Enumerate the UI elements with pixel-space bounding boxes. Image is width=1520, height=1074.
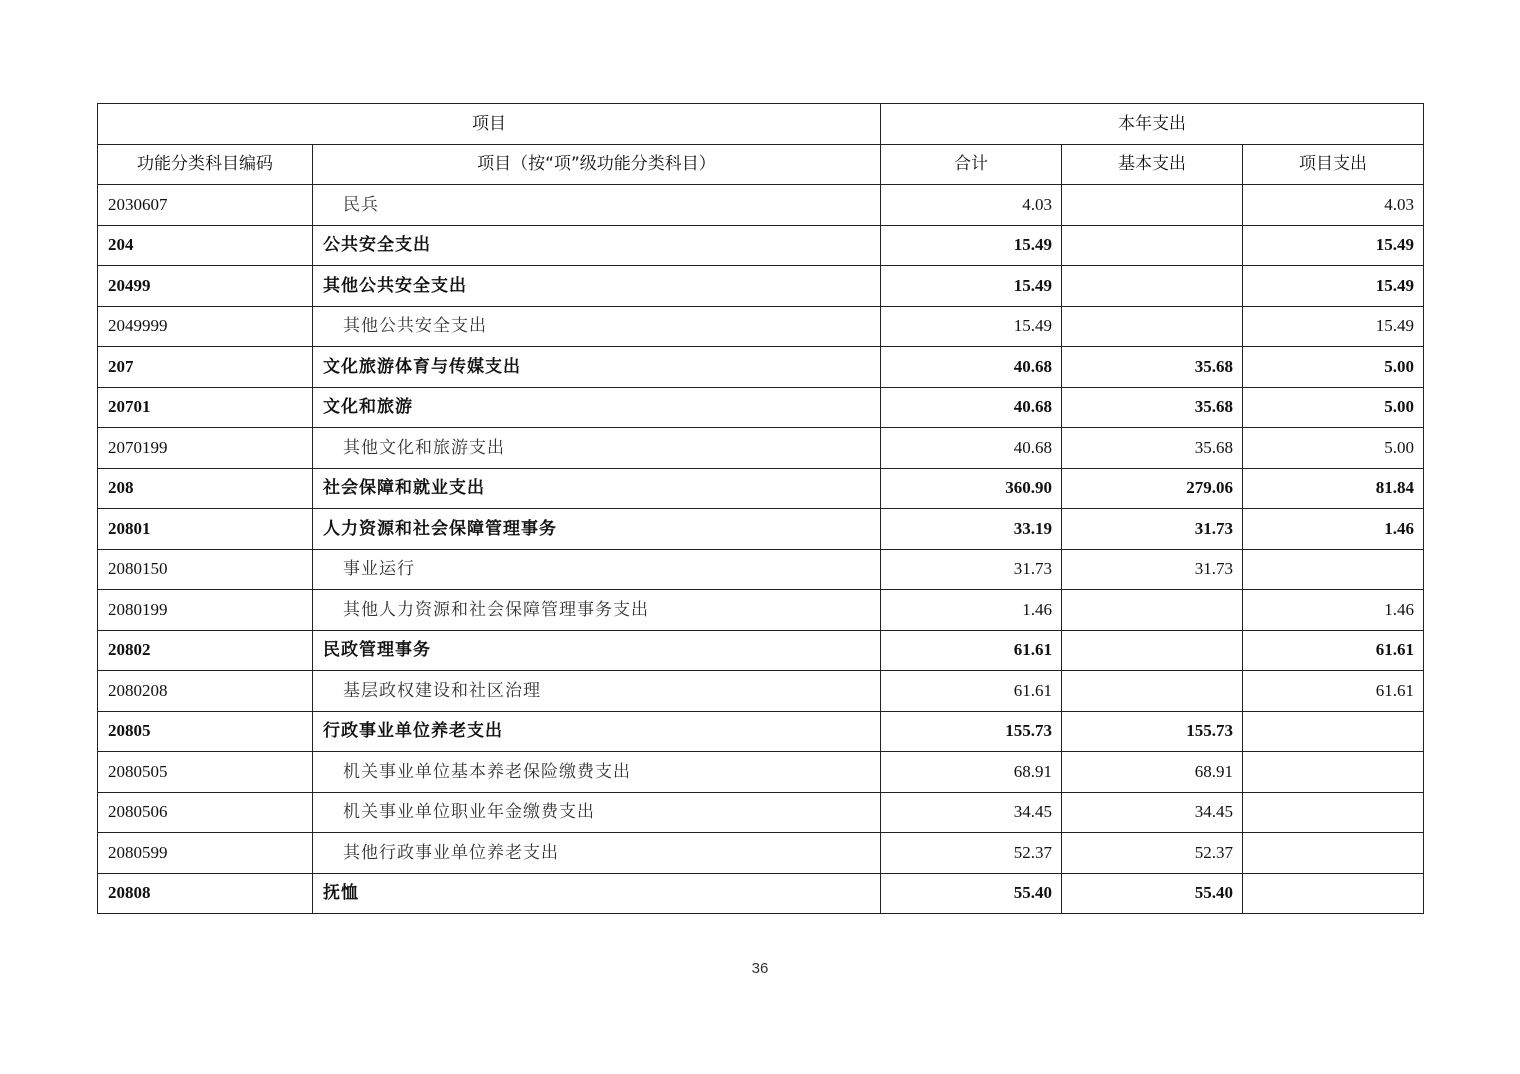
row-total: 40.68 xyxy=(881,347,1062,388)
header-item-group: 项目 xyxy=(98,104,881,145)
row-name: 其他公共安全支出 xyxy=(313,266,881,307)
table-row xyxy=(98,752,1424,793)
row-project: 15.49 xyxy=(1243,266,1424,307)
table-row xyxy=(98,590,1424,631)
row-code: 2080599 xyxy=(98,833,313,874)
row-project: 4.03 xyxy=(1243,185,1424,226)
row-project: 61.61 xyxy=(1243,671,1424,712)
row-code: 2080150 xyxy=(98,549,313,590)
page-number: 36 xyxy=(751,960,769,977)
row-basic: 155.73 xyxy=(1062,711,1243,752)
row-name: 事业运行 xyxy=(313,549,881,590)
row-code: 2080506 xyxy=(98,792,313,833)
row-basic: 34.45 xyxy=(1062,792,1243,833)
row-basic: 35.68 xyxy=(1062,428,1243,469)
row-project xyxy=(1243,873,1424,914)
row-name: 人力资源和社会保障管理事务 xyxy=(313,509,881,550)
row-code: 20808 xyxy=(98,873,313,914)
row-basic: 55.40 xyxy=(1062,873,1243,914)
row-project: 81.84 xyxy=(1243,468,1424,509)
row-total: 15.49 xyxy=(881,306,1062,347)
row-basic: 35.68 xyxy=(1062,387,1243,428)
row-total: 33.19 xyxy=(881,509,1062,550)
header-basic-col: 基本支出 xyxy=(1062,144,1243,185)
row-project: 5.00 xyxy=(1243,428,1424,469)
row-name: 机关事业单位职业年金缴费支出 xyxy=(313,792,881,833)
header-name-col: 项目（按“项”级功能分类科目） xyxy=(313,144,881,185)
row-code: 208 xyxy=(98,468,313,509)
row-code: 2049999 xyxy=(98,306,313,347)
row-basic: 31.73 xyxy=(1062,509,1243,550)
row-project: 61.61 xyxy=(1243,630,1424,671)
row-total: 68.91 xyxy=(881,752,1062,793)
row-name: 抚恤 xyxy=(313,873,881,914)
row-name: 基层政权建设和社区治理 xyxy=(313,671,881,712)
row-total: 31.73 xyxy=(881,549,1062,590)
table-row xyxy=(98,185,1424,226)
table-row xyxy=(98,428,1424,469)
table-row xyxy=(98,671,1424,712)
row-basic xyxy=(1062,225,1243,266)
row-code: 2070199 xyxy=(98,428,313,469)
header-row-group xyxy=(98,104,1424,145)
row-name: 文化旅游体育与传媒支出 xyxy=(313,347,881,388)
row-basic xyxy=(1062,185,1243,226)
header-project-col: 项目支出 xyxy=(1243,144,1424,185)
table-row xyxy=(98,711,1424,752)
header-code-col: 功能分类科目编码 xyxy=(98,144,313,185)
row-basic: 52.37 xyxy=(1062,833,1243,874)
row-project: 1.46 xyxy=(1243,590,1424,631)
row-basic xyxy=(1062,306,1243,347)
row-name: 其他文化和旅游支出 xyxy=(313,428,881,469)
row-name: 其他人力资源和社会保障管理事务支出 xyxy=(313,590,881,631)
row-total: 40.68 xyxy=(881,428,1062,469)
row-name: 民兵 xyxy=(313,185,881,226)
table-row xyxy=(98,387,1424,428)
row-project xyxy=(1243,752,1424,793)
row-code: 20499 xyxy=(98,266,313,307)
row-name: 机关事业单位基本养老保险缴费支出 xyxy=(313,752,881,793)
row-total: 34.45 xyxy=(881,792,1062,833)
row-basic: 35.68 xyxy=(1062,347,1243,388)
row-basic: 68.91 xyxy=(1062,752,1243,793)
row-name: 其他行政事业单位养老支出 xyxy=(313,833,881,874)
header-total-col: 合计 xyxy=(881,144,1062,185)
table-row xyxy=(98,833,1424,874)
row-total: 155.73 xyxy=(881,711,1062,752)
table-row xyxy=(98,306,1424,347)
header-row-columns xyxy=(98,144,1424,185)
row-name: 公共安全支出 xyxy=(313,225,881,266)
row-name: 民政管理事务 xyxy=(313,630,881,671)
row-code: 20801 xyxy=(98,509,313,550)
table-row xyxy=(98,225,1424,266)
row-basic: 31.73 xyxy=(1062,549,1243,590)
row-basic xyxy=(1062,671,1243,712)
row-total: 61.61 xyxy=(881,630,1062,671)
row-project: 5.00 xyxy=(1243,387,1424,428)
row-basic: 279.06 xyxy=(1062,468,1243,509)
row-total: 1.46 xyxy=(881,590,1062,631)
row-code: 20701 xyxy=(98,387,313,428)
header-expense-group: 本年支出 xyxy=(881,104,1424,145)
row-project xyxy=(1243,792,1424,833)
row-total: 4.03 xyxy=(881,185,1062,226)
row-code: 207 xyxy=(98,347,313,388)
expenditure-table xyxy=(97,103,1424,914)
row-name: 文化和旅游 xyxy=(313,387,881,428)
row-project: 5.00 xyxy=(1243,347,1424,388)
row-name: 社会保障和就业支出 xyxy=(313,468,881,509)
row-basic xyxy=(1062,266,1243,307)
row-total: 55.40 xyxy=(881,873,1062,914)
row-total: 15.49 xyxy=(881,225,1062,266)
row-code: 2080199 xyxy=(98,590,313,631)
row-code: 20805 xyxy=(98,711,313,752)
table-row xyxy=(98,509,1424,550)
table-row xyxy=(98,873,1424,914)
row-basic xyxy=(1062,590,1243,631)
row-project xyxy=(1243,833,1424,874)
row-code: 2080208 xyxy=(98,671,313,712)
row-code: 20802 xyxy=(98,630,313,671)
row-total: 40.68 xyxy=(881,387,1062,428)
row-project xyxy=(1243,549,1424,590)
table-row xyxy=(98,468,1424,509)
row-total: 61.61 xyxy=(881,671,1062,712)
table-row xyxy=(98,630,1424,671)
row-code: 2080505 xyxy=(98,752,313,793)
row-total: 15.49 xyxy=(881,266,1062,307)
table-row xyxy=(98,792,1424,833)
row-name: 其他公共安全支出 xyxy=(313,306,881,347)
row-code: 204 xyxy=(98,225,313,266)
table-row xyxy=(98,347,1424,388)
row-project: 15.49 xyxy=(1243,306,1424,347)
row-code: 2030607 xyxy=(98,185,313,226)
row-project xyxy=(1243,711,1424,752)
table-row xyxy=(98,549,1424,590)
row-basic xyxy=(1062,630,1243,671)
table-row xyxy=(98,266,1424,307)
row-total: 52.37 xyxy=(881,833,1062,874)
row-project: 1.46 xyxy=(1243,509,1424,550)
row-name: 行政事业单位养老支出 xyxy=(313,711,881,752)
row-project: 15.49 xyxy=(1243,225,1424,266)
row-total: 360.90 xyxy=(881,468,1062,509)
